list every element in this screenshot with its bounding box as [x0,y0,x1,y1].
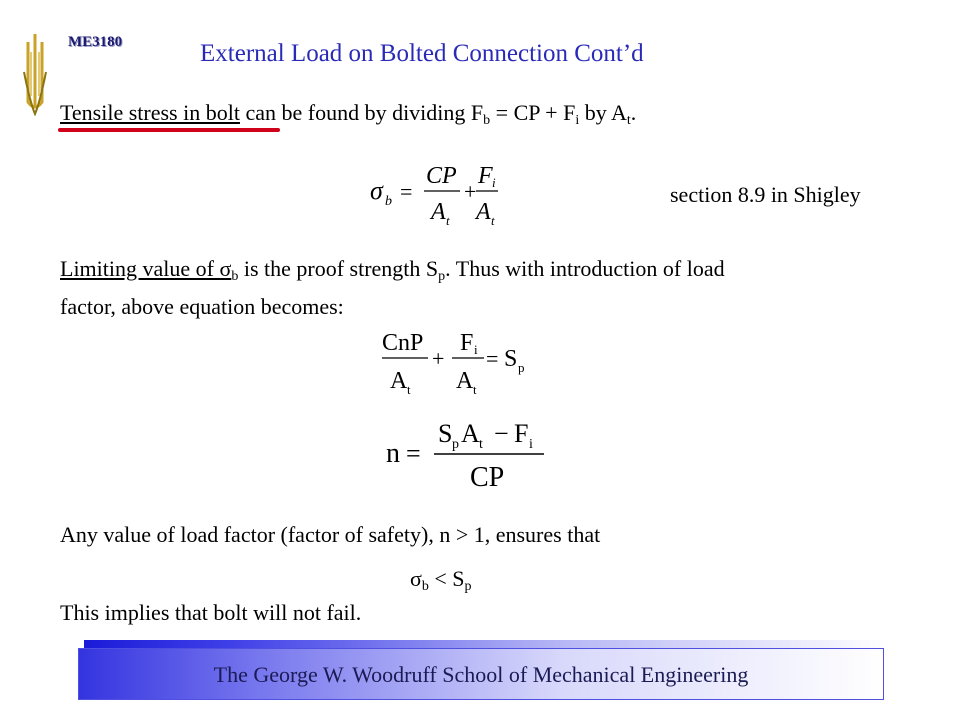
eq2-den2-sub: t [473,382,477,397]
slide-title: External Load on Bolted Connection Cont’d [200,40,644,67]
eq2-equals: = [486,346,499,371]
body-line-limiting-value [60,256,725,282]
eq2-num2: F [460,330,474,356]
equation-sigma-b [368,155,498,227]
subscript: t [626,113,631,128]
eq1-num2-sub: i [492,175,496,190]
sigma-symbol: σ [219,256,232,281]
eq2-plus: + [432,346,445,371]
text-run: by A [579,100,627,125]
footer-school-name: The George W. Woodruff School of Mechanical Engineering [213,662,749,687]
eq3-num-s: S [438,419,453,448]
eq3-minus: − [494,419,509,448]
eq1-den1: A [431,199,446,225]
eq2-rhs: S [504,346,518,372]
subscript: p [464,579,472,594]
equation-load-factor [382,414,547,494]
eq1-num1: CP [426,163,457,189]
eq1-lhs-sub: b [385,194,392,209]
eq2-den2: A [456,368,474,394]
eq3-num-a-sub: t [479,437,483,452]
body-line-load-factor: Any value of load factor (factor of safety), n > 1, ensures that [60,522,601,547]
eq1-num2: F [478,163,493,189]
underlined-phrase [60,256,231,281]
red-underline-mark [58,128,280,132]
inequality-sigma-b-sp [410,566,472,592]
eq3-num-s-sub: p [452,437,459,452]
text-run: . [630,100,637,125]
body-line-conclusion: This implies that bolt will not fail. [60,600,362,625]
shigley-reference: section 8.9 in Shigley [670,182,861,207]
eq1-plus: + [464,179,477,204]
eq2-den1-sub: t [407,382,411,397]
body-line-tensile-stress [60,100,636,126]
text-run: can be found by dividing F [239,100,484,125]
eq2-num2-sub: i [474,342,478,357]
eq1-lhs: σ [370,176,383,205]
eq1-equals: = [400,179,413,204]
eq2-rhs-sub: p [518,360,525,375]
eq2-num1: CnP [382,330,424,356]
eq1-den1-sub: t [446,213,450,227]
eq3-lhs: n [386,438,400,469]
eq3-num-a: A [461,419,480,448]
subscript: b [231,269,239,284]
eq3-num-f-sub: i [529,437,533,452]
text-run: Limiting value of [60,256,220,281]
text-run: = CP + F [490,100,576,125]
eq1-den2-sub: t [491,213,495,227]
eq1-den2: A [476,199,491,225]
highlighted-phrase: Tensile stress in bolt [60,100,240,125]
text-run: < S [428,566,465,591]
body-line-equation-intro: factor, above equation becomes: [60,294,344,319]
eq3-equals: = [406,439,421,468]
subscript: i [575,113,580,128]
eq2-den1: A [390,368,408,394]
eq3-den: CP [470,462,505,493]
subscript: b [483,113,491,128]
text-run: . Thus with introduction of load [445,256,725,281]
course-code: ME3180 [68,34,123,50]
equation-proof-strength [380,322,540,398]
sigma-symbol: σ [410,566,422,591]
eq3-num-f: F [514,419,529,448]
subscript: b [421,579,429,594]
subscript: p [438,269,446,284]
text-run: is the proof strength S [238,256,439,281]
tech-tower-logo-icon [22,32,48,116]
